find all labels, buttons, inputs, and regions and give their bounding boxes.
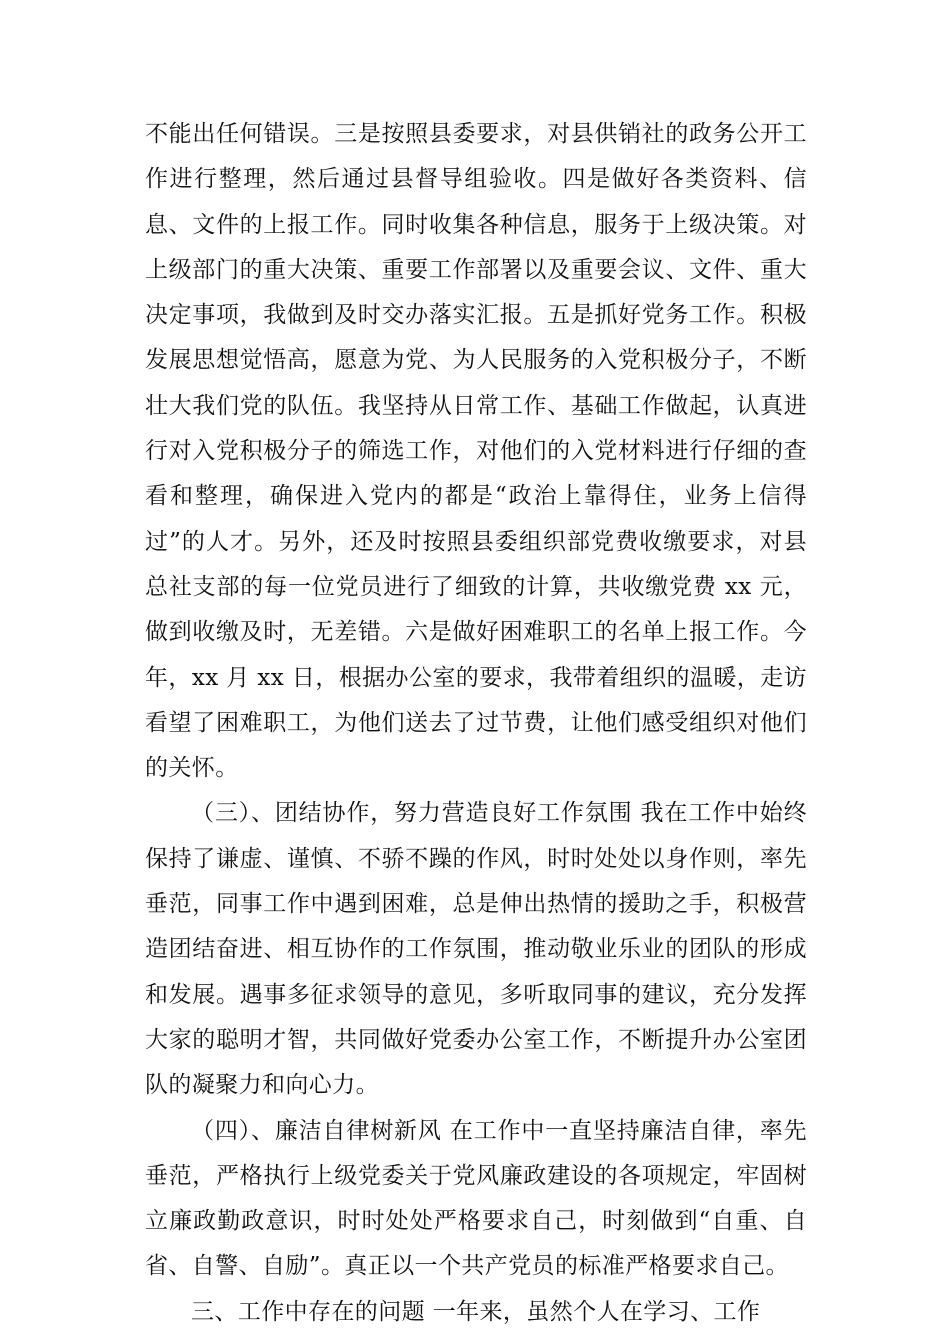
paragraph-integrity-self-discipline: （四）、廉洁自律树新风 在工作中一直坚持廉洁自律，率先垂范，严格执行上级党委关于党风廉政建设的各项规定，牢固树立廉政勤政意识，时时处处严格要求自己，时刻做到“自重、自省、自警、自励”。真正以一个共产党员的标准严格要求自己。: [145, 1117, 807, 1280]
document-body: [145, 112, 807, 1335]
paragraph-existing-problems: 三、工作中存在的问题 一年来，虽然个人在学习、工作: [191, 1298, 761, 1325]
paragraph-team-cooperation: （三）、团结协作，努力营造良好工作氛围 我在工作中始终保持了谦虚、谨慎、不骄不躁的作风，时时处处以身作则，率先垂范，同事工作中遇到困难，总是伸出热情的援助之手，积极营造团结奋进、相互协作的工作氛围，推动敬业乐业的团队的形成和发展。遇事多征求领导的意见，多听取同事的建议，充分发挥大家的聪明才智，共同做好党委办公室工作，不断提升办公室团队的凝聚力和向心力。: [145, 800, 807, 1099]
paragraph-party-affairs-work: 不能出任何错误。三是按照县委要求，对县供销社的政务公开工作进行整理，然后通过县督导组验收。四是做好各类资料、信息、文件的上报工作。同时收集各种信息，服务于上级决策。对上级部门的重大决策、重要工作部署以及重要会议、文件、重大决定事项，我做到及时交办落实汇报。五是抓好党务工作。积极发展思想觉悟高，愿意为党、为人民服务的入党积极分子，不断壮大我们党的队伍。我坚持从日常工作、基础工作做起，认真进行对入党积极分子的筛选工作，对他们的入党材料进行仔细的查看和整理，确保进入党内的都是“政治上靠得住，业务上信得过”的人才。另外，还及时按照县委组织部党费收缴要求，对县总社支部的每一位党员进行了细致的计算，共收缴党费 xx 元，做到收缴及时，无差错。六是做好困难职工的名单上报工作。今年，xx 月 xx 日，根据办公室的要求，我带着组织的温暖，走访看望了困难职工，为他们送去了过节费，让他们感受组织对他们的关怀。: [145, 121, 807, 782]
